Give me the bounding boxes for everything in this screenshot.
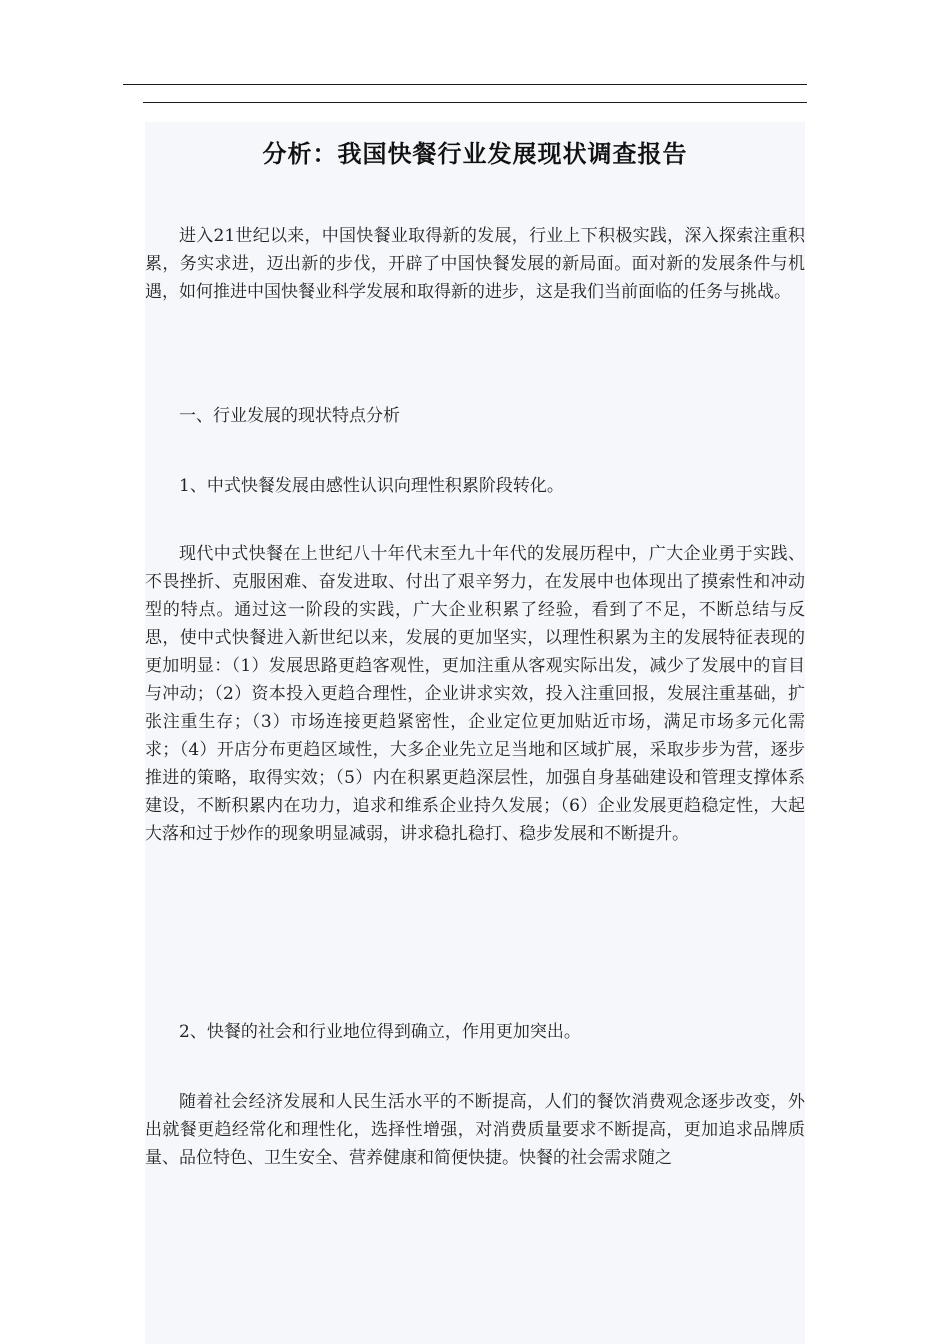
subsection-heading-2: 2、快餐的社会和行业地位得到确立，作用更加突出。 [179,1022,581,1042]
body-paragraph-1: 现代中式快餐在上世纪八十年代末至九十年代的发展历程中，广大企业勇于实践、不畏挫折、克服困难、奋发进取、付出了艰辛努力，在发展中也体现出了摸索性和冲动型的特点。通过这一阶段的实践，广大企业积累了经验，看到了不足，不断总结与反思，使中式快餐进入新世纪以来，发展的更加坚实，以理性积累为主的发展特征表现的更加明显：（1）发展思路更趋客观性，更加注重从客观实际出发，减少了发展中的盲目与冲动；（2）资本投入更趋合理性，企业讲求实效，投入注重回报，发展注重基础，扩张注重生存；（3）市场连接更趋紧密性，企业定位更加贴近市场，满足市场多元化需求；（4）开店分布更趋区域性，大多企业先立足当地和区域扩展，采取步步为营，逐步推进的策略，取得实效；（5）内在积累更趋深层性，加强自身基础建设和管理支撑体系建设，不断积累内在功力，追求和维系企业持久发展；（6）企业发展更趋稳定性，大起大落和过于炒作的现象明显减弱，讲求稳扎稳打、稳步发展和不断提升。 [145,544,805,844]
subsection-heading-1: 1、中式快餐发展由感性认识向理性积累阶段转化。 [179,476,564,496]
header-rule-bottom [143,102,807,103]
intro-paragraph: 进入21世纪以来，中国快餐业取得新的发展，行业上下积极实践，深入探索注重积累，务实求进，迈出新的步伐，开辟了中国快餐发展的新局面。面对新的发展条件与机遇，如何推进中国快餐业科学发展和取得新的进步，这是我们当前面临的任务与挑战。 [145,226,805,302]
header-rule-top [123,84,807,85]
section-heading-1: 一、行业发展的现状特点分析 [179,406,400,426]
document-body [145,122,805,1344]
body-paragraph-2: 随着社会经济发展和人民生活水平的不断提高，人们的餐饮消费观念逐步改变，外出就餐更趋经常化和理性化，选择性增强，对消费质量要求不断提高，更加追求品牌质量、品位特色、卫生安全、营养健康和简便快捷。快餐的社会需求随之 [145,1092,805,1168]
document-title: 分析：我国快餐行业发展现状调查报告 [262,139,688,168]
